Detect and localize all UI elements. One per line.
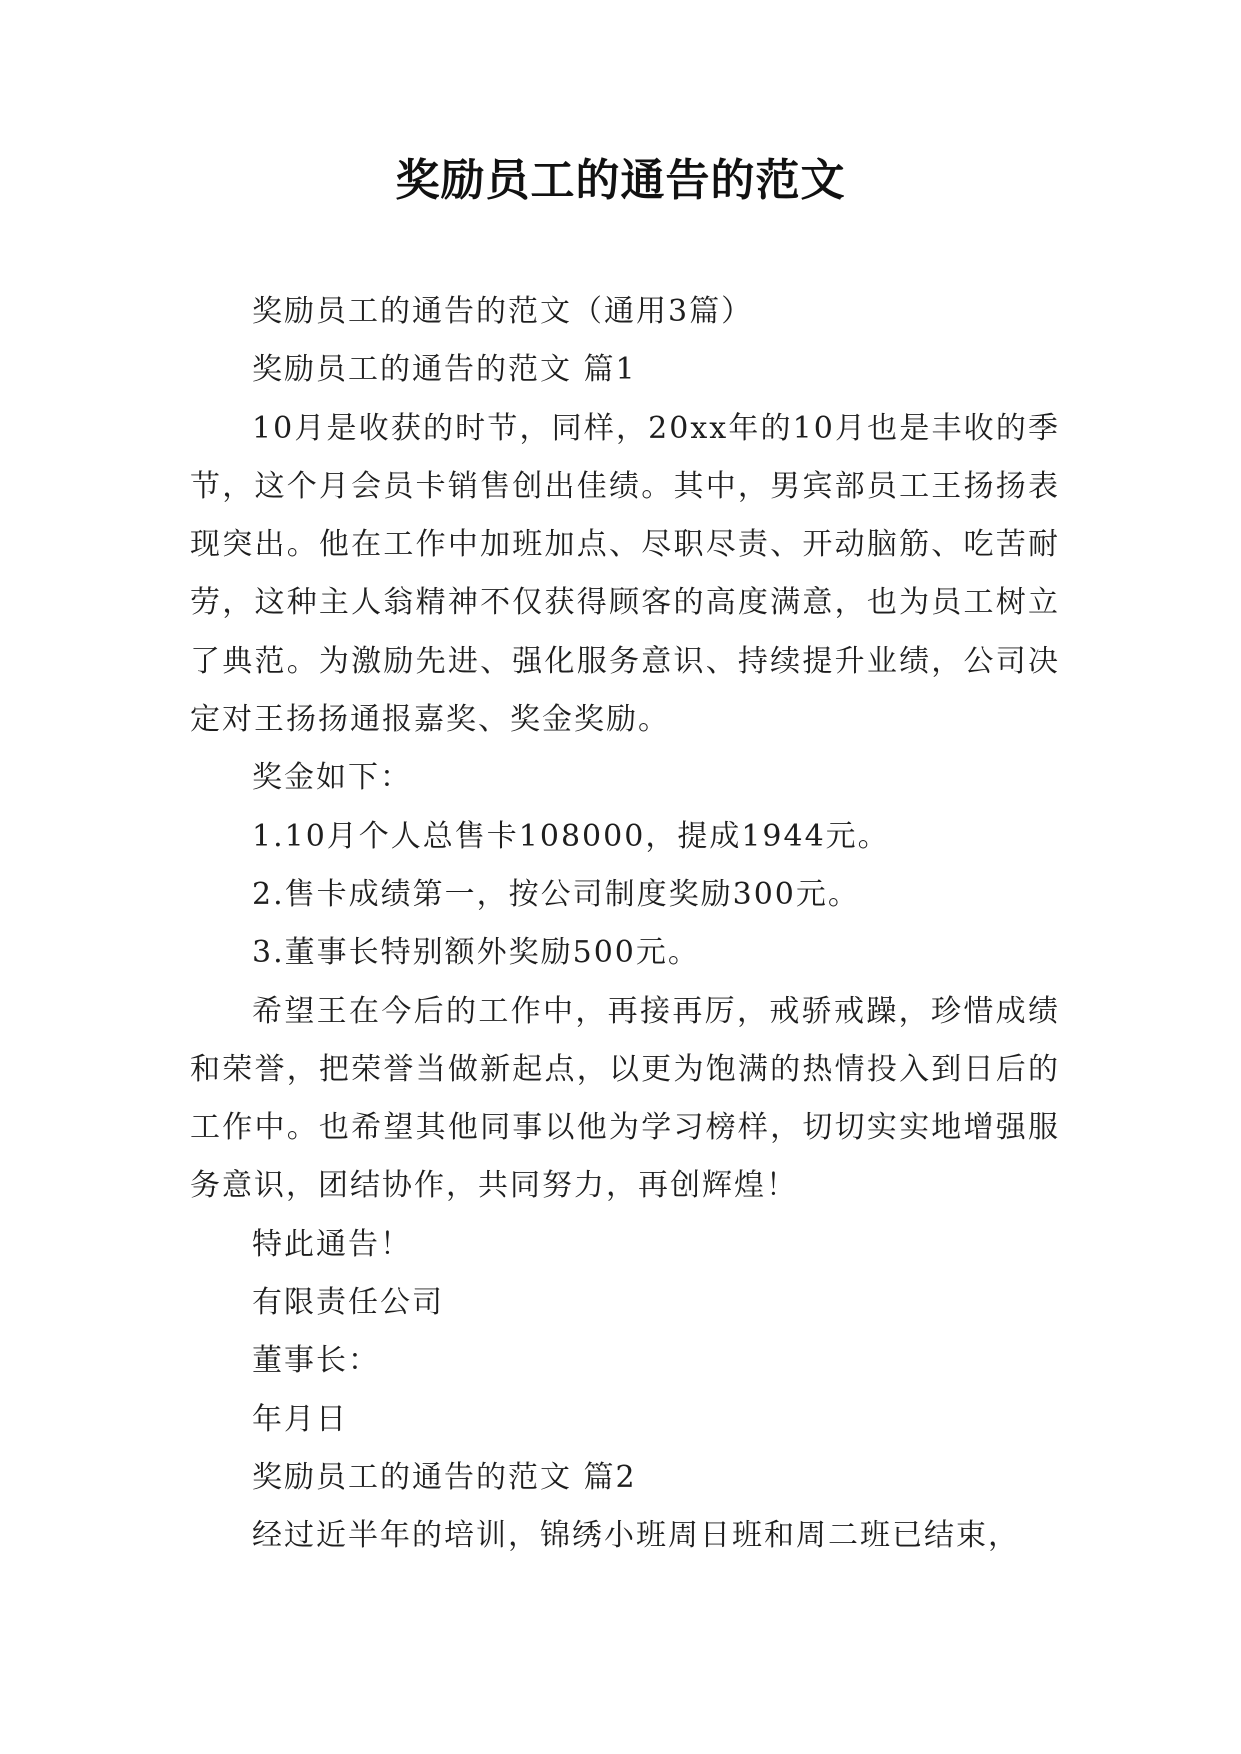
section-heading-2: 奖励员工的通告的范文 篇2: [252, 1459, 637, 1495]
signature-company: 有限责任公司: [252, 1285, 444, 1321]
list-item: 3.董事长特别额外奖励500元。: [252, 935, 700, 971]
list-item: 2.售卡成绩第一，按公司制度奖励300元。: [252, 876, 860, 912]
signature-date: 年月日: [252, 1401, 348, 1437]
document-body: [190, 283, 1060, 1566]
body-paragraph: 奖金如下：: [252, 760, 412, 796]
body-paragraph: 希望王在今后的工作中，再接再厉，戒骄戒躁，珍惜成绩和荣誉，把荣誉当做新起点，以更为饱满的热情投入到日后的工作中。也希望其他同事以他为学习榜样，切切实实地增强服务意识，团结协作，共同努力，再创辉煌！: [190, 993, 1060, 1204]
list-item: 1.10月个人总售卡108000，提成1944元。: [252, 818, 890, 854]
signature-chairman: 董事长：: [252, 1343, 380, 1379]
body-paragraph: 10月是收获的时节，同样，20xx年的10月也是丰收的季节，这个月会员卡销售创出佳绩。其中，男宾部员工王扬扬表现突出。他在工作中加班加点、尽职尽责、开动脑筋、吃苦耐劳，这种主人翁精神不仅获得顾客的高度满意，也为员工树立了典范。为激励先进、强化服务意识、持续提升业绩，公司决定对王扬扬通报嘉奖、奖金奖励。: [190, 410, 1060, 738]
body-paragraph: 经过近半年的培训，锦绣小班周日班和周二班已结束，: [252, 1518, 1020, 1554]
subtitle-paragraph: 奖励员工的通告的范文（通用3篇）: [252, 294, 754, 329]
body-paragraph: 特此通告！: [252, 1226, 412, 1262]
section-heading-1: 奖励员工的通告的范文 篇1: [252, 352, 637, 388]
document-title: 奖励员工的通告的范文: [395, 155, 846, 206]
